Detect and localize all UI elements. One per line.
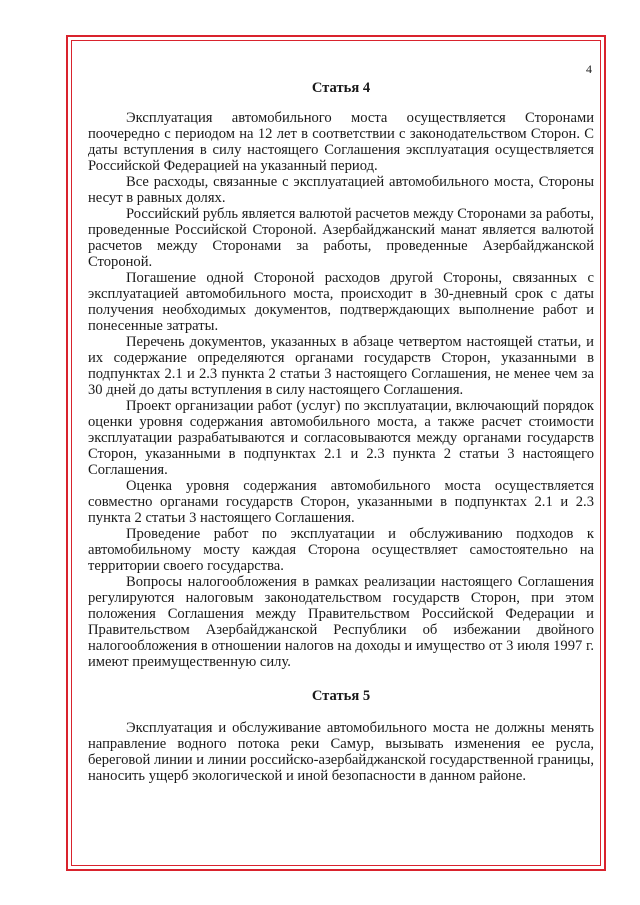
article-5-paragraph-1: Эксплуатация и обслуживание автомобильного моста не должны менять направление водного потока реки Самур, вызывать изменения ее русла, береговой линии и линии российско-азербайджанской государственной границы, наносить ущерб экологической и иной безопасности в данном районе.: [88, 720, 594, 784]
article-4-paragraph-7: Оценка уровня содержания автомобильного моста осуществляется совместно органами государств Сторон, указанными в подпунктах 2.1 и 2.3 пункта 2 статьи 3 настоящего Соглашения.: [88, 478, 594, 526]
document-body: [88, 80, 594, 784]
article-5-heading: Статья 5: [311, 688, 371, 704]
article-4-paragraph-6: Проект организации работ (услуг) по эксплуатации, включающий порядок оценки уровня содержания автомобильного моста, а также расчет стоимости эксплуатации разрабатываются и согласовываются между органами государств Сторон, указанными в подпунктах 2.1 и 2.3 пункта 2 статьи 3 настоящего Соглашения.: [88, 398, 594, 478]
page-number: 4: [586, 62, 592, 76]
article-4-paragraph-3: Российский рубль является валютой расчетов между Сторонами за работы, проведенные Российской Стороной. Азербайджанский манат является валютой расчетов между Сторонами за работы, проведенные Азербайджанской Стороной.: [88, 206, 594, 270]
article-4-paragraph-1: Эксплуатация автомобильного моста осуществляется Сторонами поочередно с периодом на 12 лет в соответствии с законодательством Сторон. С даты вступления в силу настоящего Соглашения эксплуатация осуществляется Российской Федерацией на указанный период.: [88, 110, 594, 174]
article-4-paragraph-9: Вопросы налогообложения в рамках реализации настоящего Соглашения регулируются налоговым законодательством государств Сторон, при этом положения Соглашения между Правительством Российской Федерации и Правительством Азербайджанской Республики об избежании двойного налогообложения в отношении налогов на доходы и имущество от 3 июля 1997 г. имеют преимущественную силу.: [88, 574, 594, 670]
article-4-paragraph-4: Погашение одной Стороной расходов другой Стороны, связанных с эксплуатацией автомобильного моста, происходит в 30-дневный срок с даты получения необходимых документов, подтверждающих выполнение работ и понесенные затраты.: [88, 270, 594, 334]
article-4-paragraph-2: Все расходы, связанные с эксплуатацией автомобильного моста, Стороны несут в равных долях.: [88, 174, 594, 206]
article-4-heading: Статья 4: [311, 80, 371, 96]
article-4-paragraph-5: Перечень документов, указанных в абзаце четвертом настоящей статьи, и их содержание определяются органами государств Сторон, указанными в подпунктах 2.1 и 2.3 пункта 2 статьи 3 настоящего Соглашения, не менее чем за 30 дней до даты вступления в силу настоящего Соглашения.: [88, 334, 594, 398]
article-4-paragraph-8: Проведение работ по эксплуатации и обслуживанию подходов к автомобильному мосту каждая Сторона осуществляет самостоятельно на территории своего государства.: [88, 526, 594, 574]
